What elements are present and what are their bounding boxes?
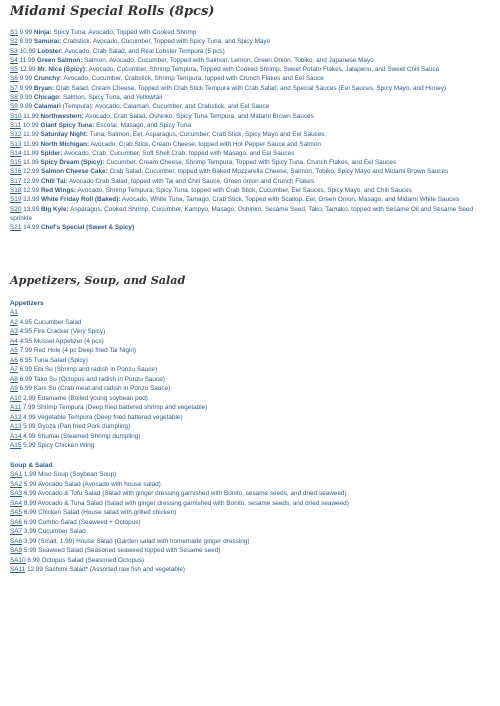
item-price: 11.99 xyxy=(23,140,39,148)
item-code-link[interactable]: SA10 xyxy=(10,556,26,564)
item-code-link[interactable]: SA7 xyxy=(10,528,23,536)
item-code-link[interactable]: A15 xyxy=(10,442,22,450)
item-code-link[interactable]: S10 xyxy=(10,112,22,120)
item-price: 7.99 xyxy=(19,347,33,355)
item-code-link[interactable]: S7 xyxy=(10,84,18,92)
item-description: Ebi Su (Shrimp and radish in Ponzu Sauce) xyxy=(33,366,158,374)
item-code-link[interactable]: S15 xyxy=(10,159,22,167)
item-description: Avocado, Crab, Cucumber, Soft Shell Crab, topped with Masago, and Eel Sauces xyxy=(63,149,295,157)
item-description: Combo Salad (Seaweed + Octopus) xyxy=(38,518,141,526)
item-name: Mr. Nice (Spicy): xyxy=(37,66,88,74)
item-price: 1.99 xyxy=(23,471,37,479)
menu-item xyxy=(10,480,490,490)
item-price: 5.99 xyxy=(23,423,36,431)
item-name: Chili Tai: xyxy=(40,177,68,185)
item-price: 6.95 xyxy=(19,356,33,364)
item-description: Seaweed Salad (Seasoned seaweed topped with Sesame seed) xyxy=(38,547,221,555)
item-description: Avocado, Crab Salad, Oshinko, Spicy Tuna Tempura, and Midami Brown Sauces xyxy=(85,112,314,120)
item-code-link[interactable]: A9 xyxy=(10,385,18,393)
appetizers-list xyxy=(10,308,490,451)
item-code-link[interactable]: S21 xyxy=(10,224,22,232)
item-name: Northwestern: xyxy=(40,112,84,120)
appetizers-section-title: Appetizers, Soup, and Salad xyxy=(10,272,186,287)
item-price: 10.99 xyxy=(22,121,39,129)
item-name: North Michigan: xyxy=(40,140,90,148)
item-code-link[interactable]: S17 xyxy=(10,177,22,185)
menu-item xyxy=(10,470,490,480)
menu-item xyxy=(10,375,490,385)
roll-item xyxy=(10,158,490,167)
item-price: 6.99 xyxy=(27,556,40,564)
item-name: Lobster: xyxy=(37,47,63,55)
item-price: 8.99 xyxy=(19,38,33,46)
item-description: Crabstick, Avocado, Cucumber, Topped with Spicy Tuna, and Spicy Mayo xyxy=(62,38,271,46)
item-code-link[interactable]: SA9 xyxy=(10,547,23,555)
roll-item xyxy=(10,37,490,46)
item-name: Spicy Dream (Spicy): xyxy=(40,159,105,167)
menu-item xyxy=(10,403,490,413)
item-price: 4.95 xyxy=(19,328,33,336)
item-name: Ninja: xyxy=(33,29,52,36)
item-description: (Tempura): Avocado, Calamari, Cucumber, and Crabstick, and Eel Sauce xyxy=(62,103,270,111)
item-code-link[interactable]: A10 xyxy=(10,394,22,402)
menu-item xyxy=(10,546,490,556)
item-description: Kani Su (Crab meat and radish in Ponzu Sauce) xyxy=(33,385,171,393)
item-description: Avocado, White Tuna, Tamago, Crab Stick, Topped with Scallop, Eel, Green Onion, Masago, and Midami White Sauces xyxy=(121,196,460,204)
item-price: 11.99 xyxy=(23,112,39,120)
item-price: 6.99 xyxy=(19,375,33,383)
item-description: Octopus Salad (Seasoned Octopus) xyxy=(41,556,144,564)
item-description: Vegetable Tempura (Deep fried battered vegetable) xyxy=(37,413,183,421)
item-code-link[interactable]: S6 xyxy=(10,75,18,83)
item-price: 9.99 xyxy=(19,103,33,111)
item-price: 11.99 xyxy=(19,56,36,64)
item-description: Cucumber Salad xyxy=(38,528,86,536)
item-price: 12.99 xyxy=(23,187,40,195)
appetizers-heading: Appetizers xyxy=(10,299,44,307)
item-code-link[interactable]: S13 xyxy=(10,140,22,148)
item-price: 4.95 xyxy=(19,318,33,326)
item-description: Avocado Crab Salad, topped with Tai and Chili Sauce, Green onion and Crunch Flakes xyxy=(68,177,315,185)
roll-item xyxy=(10,205,490,224)
item-description: Red Hole (4 pc Deep fried Tai Nigiri) xyxy=(33,347,137,355)
item-price: 11.99 xyxy=(23,159,39,167)
item-price: 6.99 xyxy=(23,490,37,498)
roll-item xyxy=(10,186,490,195)
roll-item xyxy=(10,149,490,158)
item-price: 6.99 xyxy=(23,509,37,517)
item-price: 12.99 xyxy=(23,168,40,176)
item-price: 6.99 xyxy=(19,385,33,393)
item-price: 7.99 xyxy=(22,404,36,412)
item-code-link[interactable]: S14 xyxy=(10,149,22,157)
item-price: 12.99 xyxy=(19,66,36,74)
item-code-link[interactable]: SA3 xyxy=(10,490,23,498)
item-description: Crab Salad, Cream Cheese, Topped with Crab Stick Tempura with Crab Salad, and Special Sauces (Eel Sauces, Spicy Mayo, and Honey) xyxy=(55,84,447,92)
item-description: Avocado, Crab Salad, and Real Lobster Tempura (5 pcs) xyxy=(64,47,225,55)
item-code-link[interactable]: A3 xyxy=(10,328,18,336)
item-code-link[interactable]: S5 xyxy=(10,66,18,74)
item-name: Big Kyle: xyxy=(40,205,69,213)
item-description: Shumai (Steamed Shrimp dumpling) xyxy=(37,432,141,440)
menu-item xyxy=(10,327,490,337)
item-price: 3.99 xyxy=(23,537,37,545)
item-price: 12.99 xyxy=(26,566,43,574)
menu-item xyxy=(10,318,490,328)
item-code-link[interactable]: SA4 xyxy=(10,499,23,507)
item-price: 8.99 xyxy=(23,499,37,507)
roll-item xyxy=(10,130,490,139)
item-description: Cucumber Salad xyxy=(33,318,82,326)
soup-salad-list xyxy=(10,470,490,575)
item-code-link[interactable]: S4 xyxy=(10,56,18,64)
item-name: Crunchy: xyxy=(33,75,62,83)
item-description: Avocado, Shrimp Tempura, Spicy Tuna, topped with Crab Stick, Cucumber, Eel Sauces, Spicy Mayo, and Chili Sauces xyxy=(77,187,412,195)
item-price: 4.95 xyxy=(19,337,33,345)
item-code-link[interactable]: SA5 xyxy=(10,509,23,517)
item-price: 5.99 xyxy=(23,442,36,450)
menu-item xyxy=(10,508,490,518)
menu-item xyxy=(10,346,490,356)
item-description: Avocado, Crab Stick, Cream Cheese, topped with Hot Pepper Sauce and Salmon xyxy=(90,140,321,148)
item-price: 3.99 xyxy=(23,528,37,536)
menu-item xyxy=(10,499,490,509)
item-code-link[interactable]: SA1 xyxy=(10,471,23,479)
item-code-link[interactable]: S18 xyxy=(10,187,22,195)
item-price: 13.99 xyxy=(23,196,40,204)
item-code-link[interactable]: S11 xyxy=(10,121,21,129)
item-code-link[interactable]: S9 xyxy=(10,103,18,111)
menu-item xyxy=(10,422,490,432)
item-description: Tuna Salad (Spicy) xyxy=(33,356,88,364)
item-description: Avocado & Tofu Salad (Salad with ginger dressing garnished with Bonito, sesame seeds, and dried seaweed) xyxy=(37,490,347,498)
item-price: 6.99 xyxy=(19,366,33,374)
menu-item xyxy=(10,308,490,318)
roll-item xyxy=(10,47,490,56)
item-price: 9.99 xyxy=(19,29,33,36)
item-price: 2.99 xyxy=(23,394,36,402)
item-price: 14.99 xyxy=(23,224,40,232)
menu-item xyxy=(10,565,490,575)
item-name: Green Salmon: xyxy=(36,56,83,64)
item-name: Salmon Cheese Cake: xyxy=(40,168,108,176)
menu-item xyxy=(10,432,490,442)
item-code-link[interactable]: A14 xyxy=(10,432,22,440)
item-code-link[interactable]: A8 xyxy=(10,375,18,383)
item-code-link[interactable]: A13 xyxy=(10,423,22,431)
item-name: Samurai: xyxy=(33,38,62,46)
item-price: 9.99 xyxy=(19,84,33,92)
item-name: Bryan: xyxy=(33,84,55,92)
item-price: 5.99 xyxy=(23,547,37,555)
menu-item xyxy=(10,413,490,423)
item-description: Chicken Salad (House salad with grilled chicken) xyxy=(38,509,177,517)
item-price: 11.99 xyxy=(23,131,39,139)
item-description: Escolar, Masago, and Spicy Tuna xyxy=(96,121,191,129)
item-description: Fire Cracker (Very Spicy) xyxy=(33,328,106,336)
item-description: Shrimp Tempura (Deep fried battered shrimp and vegetable) xyxy=(36,404,208,412)
item-price: 13.99 xyxy=(23,205,40,213)
menu-item xyxy=(10,518,490,528)
item-code-link[interactable]: S2 xyxy=(10,38,18,46)
item-description: Spicy Chicken Wing xyxy=(37,442,95,450)
roll-item xyxy=(10,65,490,74)
item-price: 10.99 xyxy=(19,47,36,55)
item-description: Gyoza (Pan fried Pork dumpling) xyxy=(37,423,131,431)
item-description: Avocado Salad (Avocado with house salad) xyxy=(37,480,161,488)
item-price: 9.99 xyxy=(19,94,33,102)
item-code-link[interactable]: A11 xyxy=(10,404,21,412)
menu-item xyxy=(10,489,490,499)
roll-item xyxy=(10,56,490,65)
item-code-link[interactable]: SA6 xyxy=(10,518,23,526)
item-description: Avocado, Cucumber, Crabstick, Shrimp Tempura, topped with Crunch Flakes and Eel Sauce xyxy=(63,75,324,83)
item-code-link[interactable]: A6 xyxy=(10,356,18,364)
menu-item xyxy=(10,537,490,547)
item-description: Spicy Tuna, Avocado, Topped with Cooked Shrimp xyxy=(53,29,197,36)
item-code-link[interactable]: SA8 xyxy=(10,537,23,545)
section-spacer xyxy=(10,233,490,273)
soup-salad-heading: Soup & Salad xyxy=(10,461,53,469)
menu-item xyxy=(10,365,490,375)
item-code-link[interactable]: SA2 xyxy=(10,480,23,488)
item-code-link[interactable]: A5 xyxy=(10,347,18,355)
roll-item xyxy=(10,140,490,149)
roll-item xyxy=(10,28,490,37)
item-code-link[interactable]: S8 xyxy=(10,94,18,102)
item-code-link[interactable]: S19 xyxy=(10,196,22,204)
item-description: Cucumber, Cream Cheese, Shrimp Tempura, Topped with Spicy Tuna, Crunch Flakes, and Eel Sauces xyxy=(106,159,397,167)
item-code-link[interactable]: A4 xyxy=(10,337,18,345)
item-price: 4.99 xyxy=(23,432,36,440)
item-price: 6.99 xyxy=(23,518,37,526)
item-code-link[interactable]: S16 xyxy=(10,168,22,176)
roll-item xyxy=(10,167,490,176)
roll-item xyxy=(10,195,490,204)
roll-item xyxy=(10,112,490,121)
menu-item xyxy=(10,384,490,394)
item-description: Mussel Appetizer (4 pcs) xyxy=(33,337,104,345)
item-description: Crab Salad, Cucumber, topped with Baked Mozzarella Cheese, Salmon, Tobiko, Spicy Mayo and Midami Brown Sauces xyxy=(109,168,449,176)
roll-item xyxy=(10,223,490,232)
item-code-link[interactable]: SA11 xyxy=(10,566,26,574)
item-name: Calamari xyxy=(33,103,61,111)
item-description: Salmon, Spicy Tuna, and Yellowtail xyxy=(62,94,163,102)
item-name: Chicago: xyxy=(33,94,62,102)
item-description: (Small, 1.99) House Salad (Garden salad with homemade ginger dressing) xyxy=(38,537,250,545)
item-price: 4.99 xyxy=(23,413,36,421)
rolls-section-title: Midami Special Rolls (8pcs) xyxy=(10,4,215,19)
item-price: 5.99 xyxy=(23,480,37,488)
roll-item xyxy=(10,121,490,130)
item-description: Tuna, Salmon, Eel, Asparagus, Cucumber, Crab Stick, Spicy Mayo and Eel Sauces xyxy=(89,131,325,139)
roll-item xyxy=(10,102,490,111)
roll-item xyxy=(10,93,490,102)
item-description: Tako Su (Octopus and radish in Ponzu Sauce) xyxy=(33,375,165,383)
item-price: 9.99 xyxy=(19,75,33,83)
item-name: Saturday Night: xyxy=(40,131,89,139)
item-description: Salmon, Avocado, Cucumber, Topped with Salmon, Lemon, Green Onion, Tobiko, and Japanese Mayo xyxy=(84,56,374,64)
item-code-link[interactable]: A12 xyxy=(10,413,22,421)
menu-item xyxy=(10,337,490,347)
menu-item xyxy=(10,441,490,451)
menu-item xyxy=(10,356,490,366)
roll-item xyxy=(10,74,490,83)
menu-item xyxy=(10,394,490,404)
item-code-link[interactable]: S12 xyxy=(10,131,22,139)
item-code-link[interactable]: A1 xyxy=(10,309,18,317)
item-name: Giant Spicy Tuna: xyxy=(40,121,95,129)
item-price: 12.99 xyxy=(23,177,40,185)
item-description: Asparagus, Cooked Shrimp, Cucumber, Kampyo, Masago, Oshinko, Sesame Seed, Tako, Tamako, topped with Sesame Oil and Sesame Seed sprinkle xyxy=(10,205,474,222)
item-name: White Friday Roll (Baked): xyxy=(40,196,121,204)
item-description: Avocado, Cucumber, Shrimp Tempura, Topped with Cooked Shrimp, Sweet Potato Flakes, Jalapeno, and Sweet Chili Sauce xyxy=(88,66,440,74)
item-code-link[interactable]: A2 xyxy=(10,318,18,326)
roll-item xyxy=(10,177,490,186)
item-description: Edamame (Boiled young soybean pod) xyxy=(37,394,148,402)
menu-item xyxy=(10,556,490,566)
item-description: Sashimi Salad* (Assorted raw fish and vegetable) xyxy=(44,566,186,574)
section-spacer xyxy=(10,451,490,461)
item-code-link[interactable]: S20 xyxy=(10,205,22,213)
item-name: Red Wings: xyxy=(40,187,77,195)
item-price: 11.99 xyxy=(23,149,39,157)
roll-item xyxy=(10,84,490,93)
item-code-link[interactable]: S1 xyxy=(10,29,18,36)
item-description: Avocado & Tuna Salad (Salad with ginger dressing garnished with Bonito, sesame seeds, and dried seaweed) xyxy=(37,499,349,507)
item-name: Chef's Special (Sweet & Spicy) xyxy=(40,224,135,232)
item-name: Spider: xyxy=(40,149,63,157)
item-code-link[interactable]: S3 xyxy=(10,47,18,55)
item-code-link[interactable]: A7 xyxy=(10,366,18,374)
item-description: Miso Soup (Soybean Soup) xyxy=(38,471,117,479)
menu-item xyxy=(10,527,490,537)
rolls-list xyxy=(10,28,490,233)
